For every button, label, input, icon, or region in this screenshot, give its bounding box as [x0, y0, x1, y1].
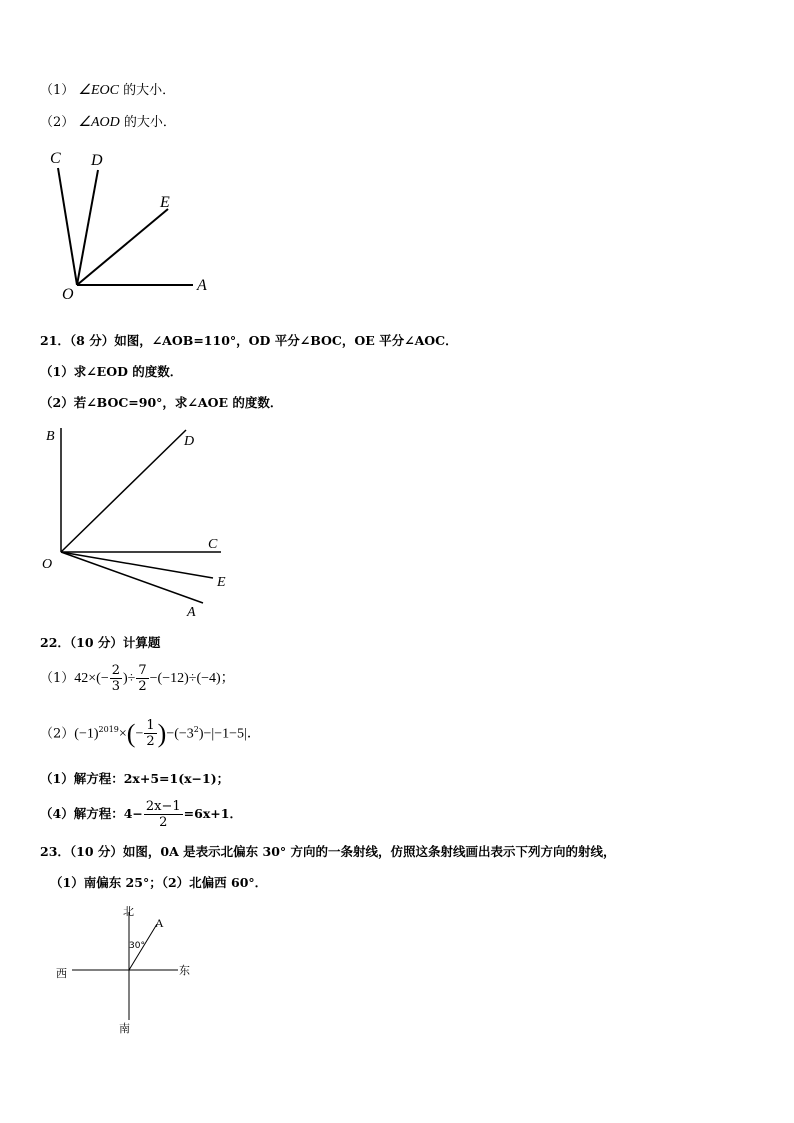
label-c: C: [50, 150, 61, 167]
label-e: E: [217, 575, 226, 590]
big-right-paren: ): [157, 718, 167, 748]
q20-part2-number: （2）: [40, 115, 75, 130]
label-d: D: [91, 152, 103, 169]
big-left-paren: (: [126, 718, 136, 748]
label-a: A: [187, 605, 196, 620]
q22-p2-minus2: −: [166, 726, 175, 742]
q20-part1-angle: ∠EOC: [78, 83, 119, 98]
q22-p2-e: )−|−1−5|．: [198, 726, 261, 742]
fraction-denominator: 2: [138, 679, 147, 694]
q22-p1-a: 42×(−: [74, 671, 109, 686]
exponent-2019: 2019: [98, 725, 119, 734]
label-a: A: [197, 277, 207, 294]
q22-p2-d: (−3: [174, 726, 194, 742]
label-c: C: [208, 537, 218, 552]
label-d: D: [184, 434, 195, 449]
label-a: A: [155, 916, 164, 930]
label-o: O: [42, 557, 53, 572]
label-south: 南: [119, 1022, 130, 1035]
q22-p4-b: =6x+1．: [183, 806, 242, 821]
q22-p4-a: （4）解方程：4−: [40, 806, 143, 821]
label-west: 西: [56, 967, 67, 980]
q22-equation-1: （1）解方程：2x+5=1(x−1)；: [40, 771, 230, 786]
label-b: B: [46, 429, 55, 444]
fraction-denominator: 3: [111, 679, 121, 694]
q21-part1: （1）求∠EOD 的度数．: [40, 364, 183, 379]
q22-p2-minus: −: [135, 726, 144, 742]
fraction-numerator: 2: [111, 663, 121, 678]
q22-part2-number: （2）: [40, 726, 75, 742]
q21-heading: 21．（8 分）如图，∠AOB=110°，OD 平分∠BOC，OE 平分∠AOC．: [40, 333, 458, 348]
q23-parts: （1）南偏东 25°；（2）北偏西 60°．: [50, 875, 268, 890]
fraction-denominator: 2: [159, 815, 168, 830]
q22-p2-a: (−1): [74, 726, 99, 742]
q20-part2-text: 的大小．: [119, 115, 176, 130]
label-east: 东: [179, 964, 190, 977]
q20-part1-text: 的大小．: [118, 83, 176, 98]
fraction-numerator: 1: [146, 718, 155, 734]
label-o: O: [62, 286, 74, 303]
fraction-numerator: 7: [138, 663, 147, 678]
q23-heading: 23．（10 分）如图，0A 是表示北偏东 30° 方向的一条射线，仿照这条射线画出表示下列方向的射线，: [40, 844, 616, 859]
q22-part1-number: （1）: [40, 671, 75, 686]
fraction-denominator: 2: [146, 734, 155, 750]
q22-p1-b: )÷: [123, 671, 136, 686]
q22-heading: 22．（10 分）计算题: [40, 635, 161, 650]
q20-part2-angle: ∠AOD: [78, 115, 120, 130]
q20-part1-number: （1）: [40, 83, 75, 98]
q22-p2-times: ×: [118, 726, 127, 742]
angle-label-30: 30°: [129, 941, 145, 951]
label-north: 北: [123, 905, 134, 918]
label-e: E: [160, 194, 170, 211]
q21-part2: （2）若∠BOC=90°，求∠AOE 的度数．: [40, 395, 283, 410]
q22-p1-c: −(−12)÷(−4)；: [149, 671, 235, 686]
fraction-numerator: 2x−1: [145, 799, 181, 814]
exponent-2: 2: [193, 725, 199, 734]
